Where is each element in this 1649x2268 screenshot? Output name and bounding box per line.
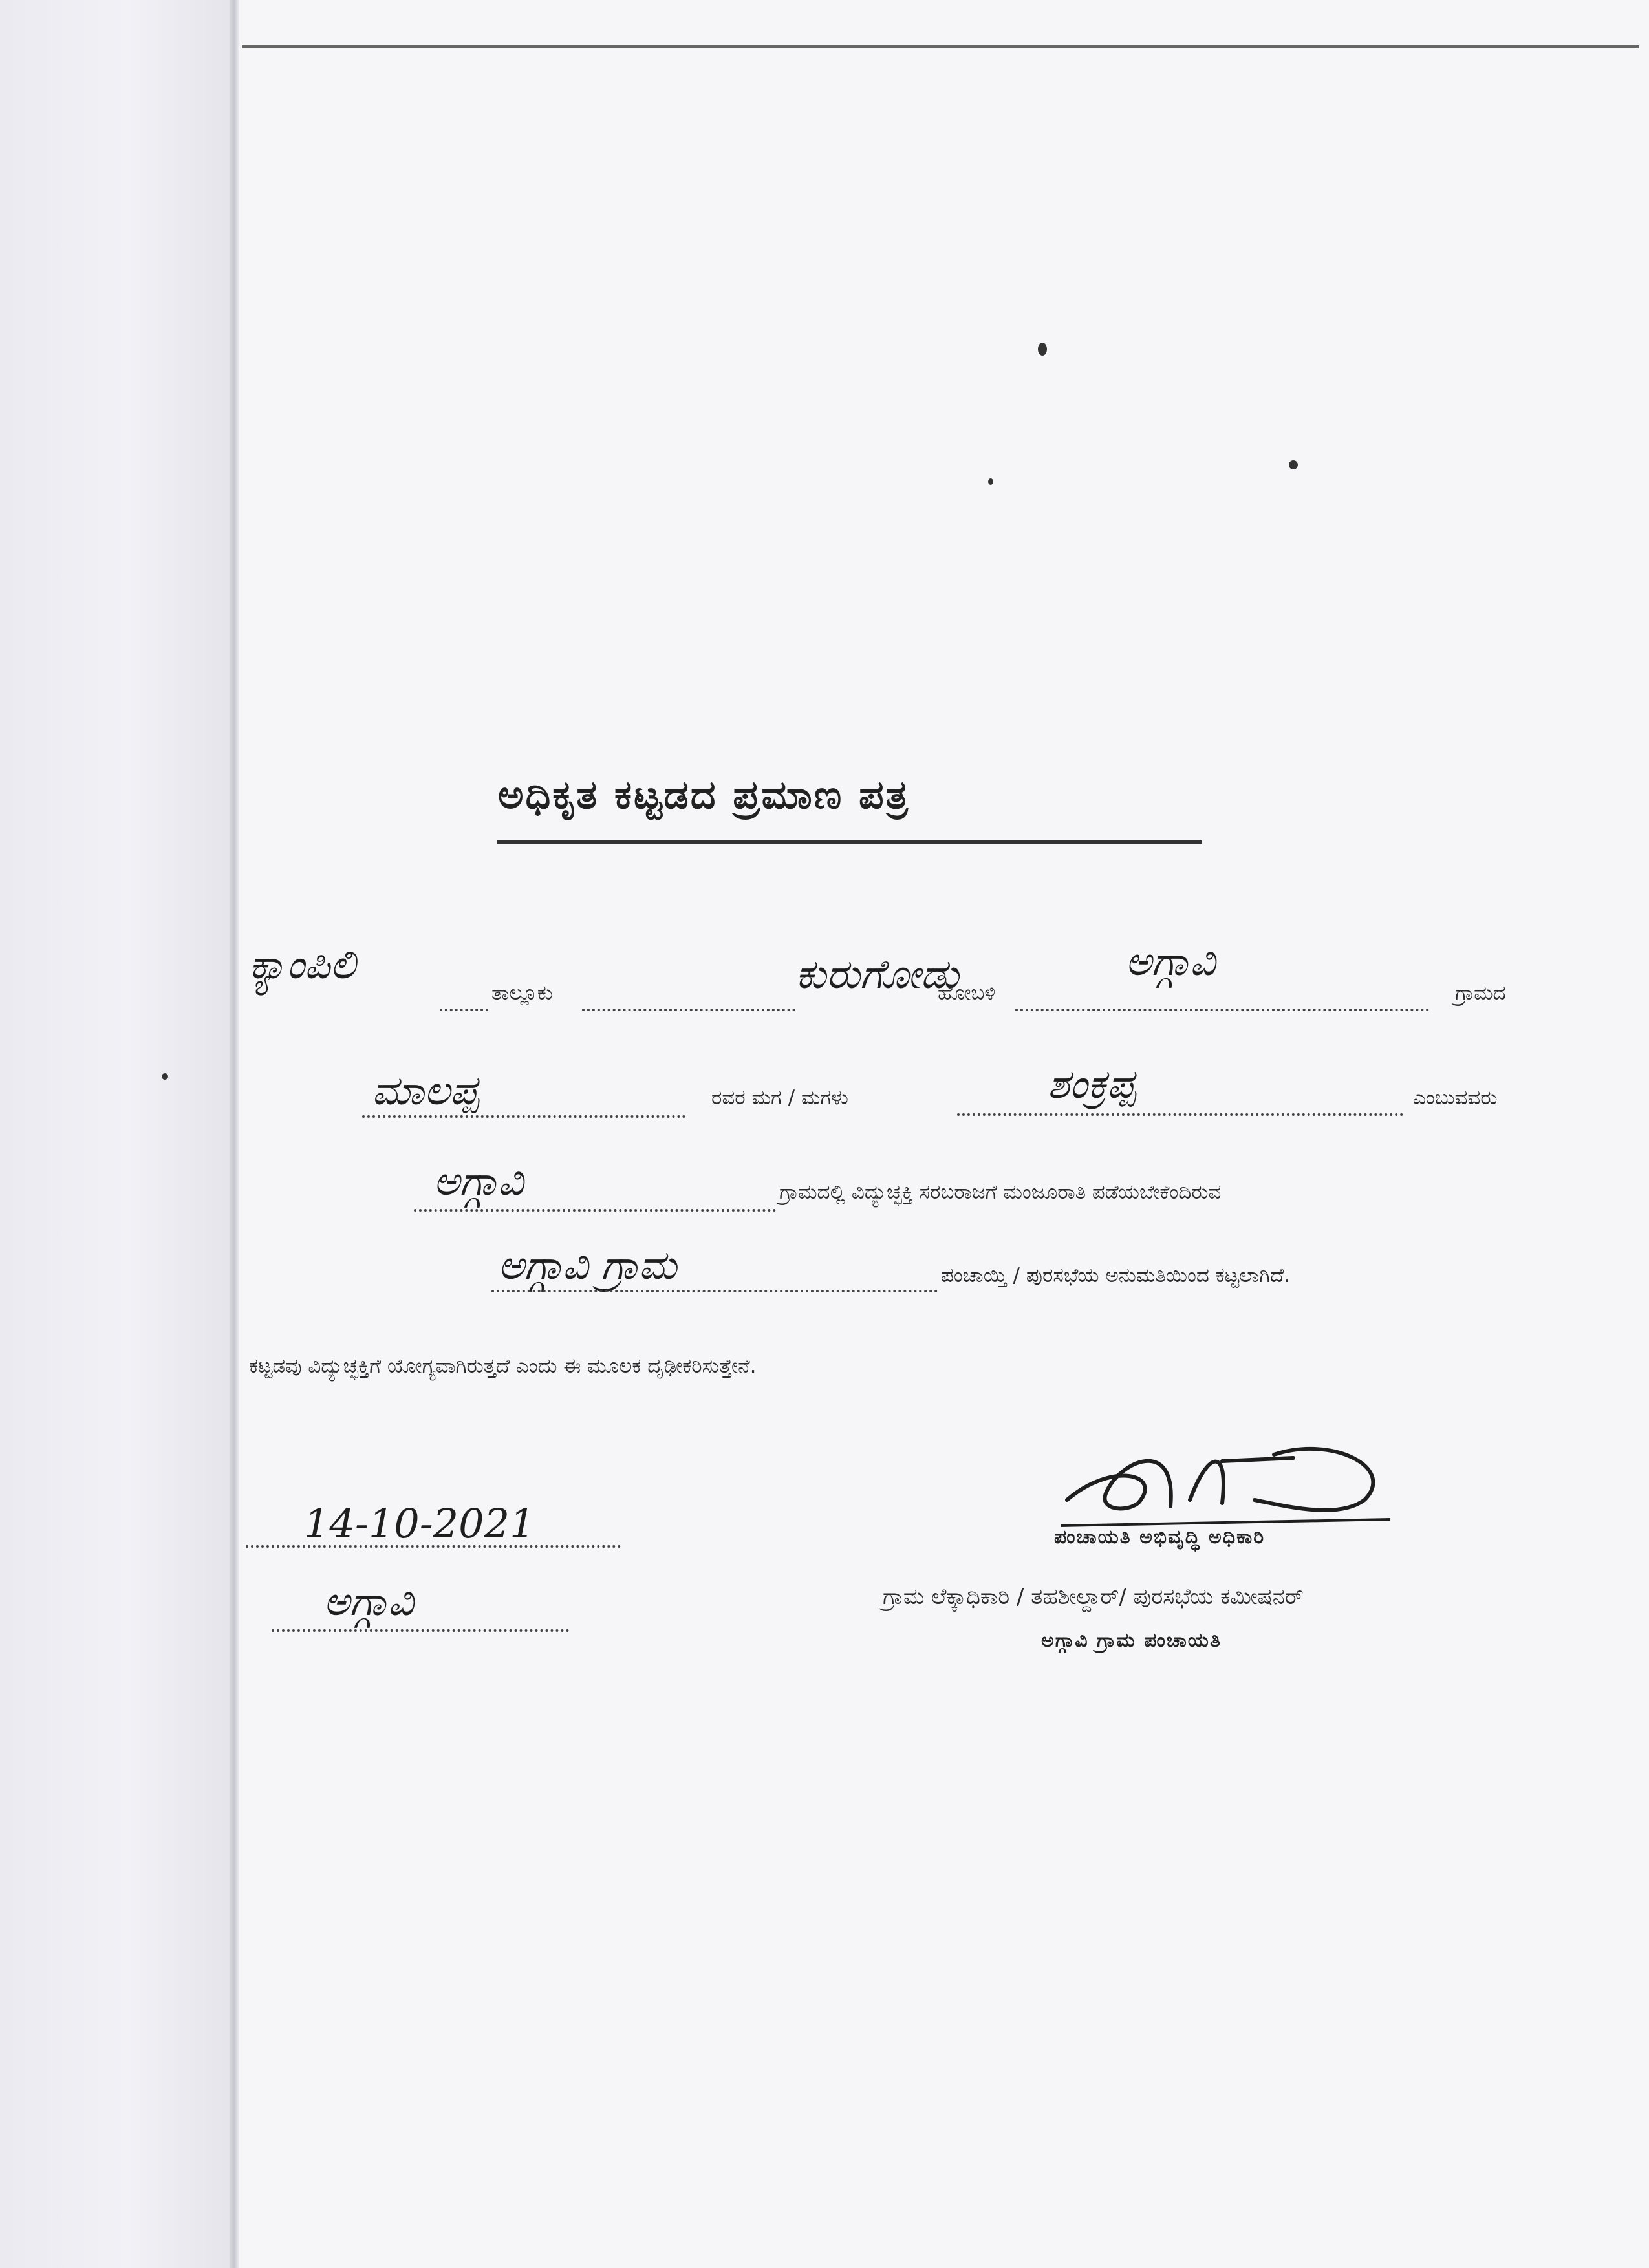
text-panchayat-permission: ಪಂಚಾಯ್ತಿ / ಪುರಸಭೆಯ ಅನುಮತಿಯಿಂದ ಕಟ್ಟಲಾಗಿದೆ. [941,1264,1291,1287]
handwritten-father-name: ಮಾಲಪ್ಪ [372,1067,479,1114]
label-hobli: ಹೋಬಳಿ [938,981,996,1005]
handwritten-panchayat: ಅಗ್ಗಾವಿ ಗ್ರಾಮ [498,1241,677,1289]
seal-officer-title: ಪಂಚಾಯತಿ ಅಭಿವೃದ್ಧಿ ಅಧಿಕಾರಿ [1054,1526,1266,1548]
certificate-title: ಅಧಿಕೃತ ಕಟ್ಟಡದ ಪ್ರಮಾಣ ಪತ್ರ [498,773,910,818]
handwritten-place: ಅಗ್ಗಾವಿ [323,1578,414,1625]
handwritten-taluk: ಕ್ಯಾಂಪಿಲಿ [249,941,356,988]
handwritten-date: 14-10-2021 [304,1500,535,1547]
handwritten-village: ಅಗ್ಗಾವಿ [1125,937,1216,985]
blank-line-village-2 [414,1209,776,1212]
signature-stroke [1061,1422,1397,1539]
handwritten-applicant-name: ಶಂಕ್ರಪ್ಪ [1048,1060,1136,1107]
label-son-daughter: ರವರ ಮಗ / ಮಗಳು [711,1086,848,1109]
previous-page-edge [0,0,233,2268]
label-called: ಎಂಬುವವರು [1413,1086,1498,1109]
blank-line-hobli-a [582,1009,795,1011]
handwritten-hobli: ಕುರುಗೋಡು [795,950,959,998]
blank-line-panchayat [491,1290,938,1292]
seal-panchayat-name: ಅಗ್ಗಾವಿ ಗ್ರಾಮ ಪಂಚಾಯತಿ [1041,1629,1222,1652]
ink-speck [988,478,993,485]
blank-line-name [957,1113,1403,1116]
top-edge-line [242,45,1639,48]
page-fold [230,0,239,2268]
blank-line-date [246,1545,621,1548]
text-electricity-supply: ಗ್ರಾಮದಲ್ಲಿ ವಿದ್ಯುಚ್ಛಕ್ತಿ ಸರಬರಾಜಗೆ ಮಂಜೂರಾತಿ ಪಡೆಯಬೇಕೆಂದಿರುವ [779,1181,1222,1204]
ink-speck [162,1073,168,1080]
blank-line-village [1015,1009,1429,1011]
label-village: ಗ್ರಾಮದ [1455,981,1506,1005]
blank-line-place [272,1629,569,1632]
label-taluk: ತಾಲ್ಲೂಕು [491,981,553,1005]
text-certification: ಕಟ್ಟಡವು ವಿದ್ಯುಚ್ಛಕ್ತಿಗೆ ಯೋಗ್ಯವಾಗಿರುತ್ತದೆ ಎಂದು ಈ ಮೂಲಕ ದೃಢೀಕರಿಸುತ್ತೇನೆ. [249,1354,757,1378]
signatory-designation: ಗ್ರಾಮ ಲೆಕ್ಕಾಧಿಕಾರಿ / ತಹಶೀಲ್ದಾರ್/ ಪುರಸಭೆಯ ಕಮೀಷನರ್ [883,1584,1304,1610]
handwritten-village-2: ಅಗ್ಗಾವಿ [433,1157,524,1204]
blank-line-taluk [440,1009,488,1011]
ink-speck [1038,343,1047,356]
blank-line-father [362,1115,685,1118]
ink-speck [1289,460,1298,469]
title-underline [497,840,1202,844]
